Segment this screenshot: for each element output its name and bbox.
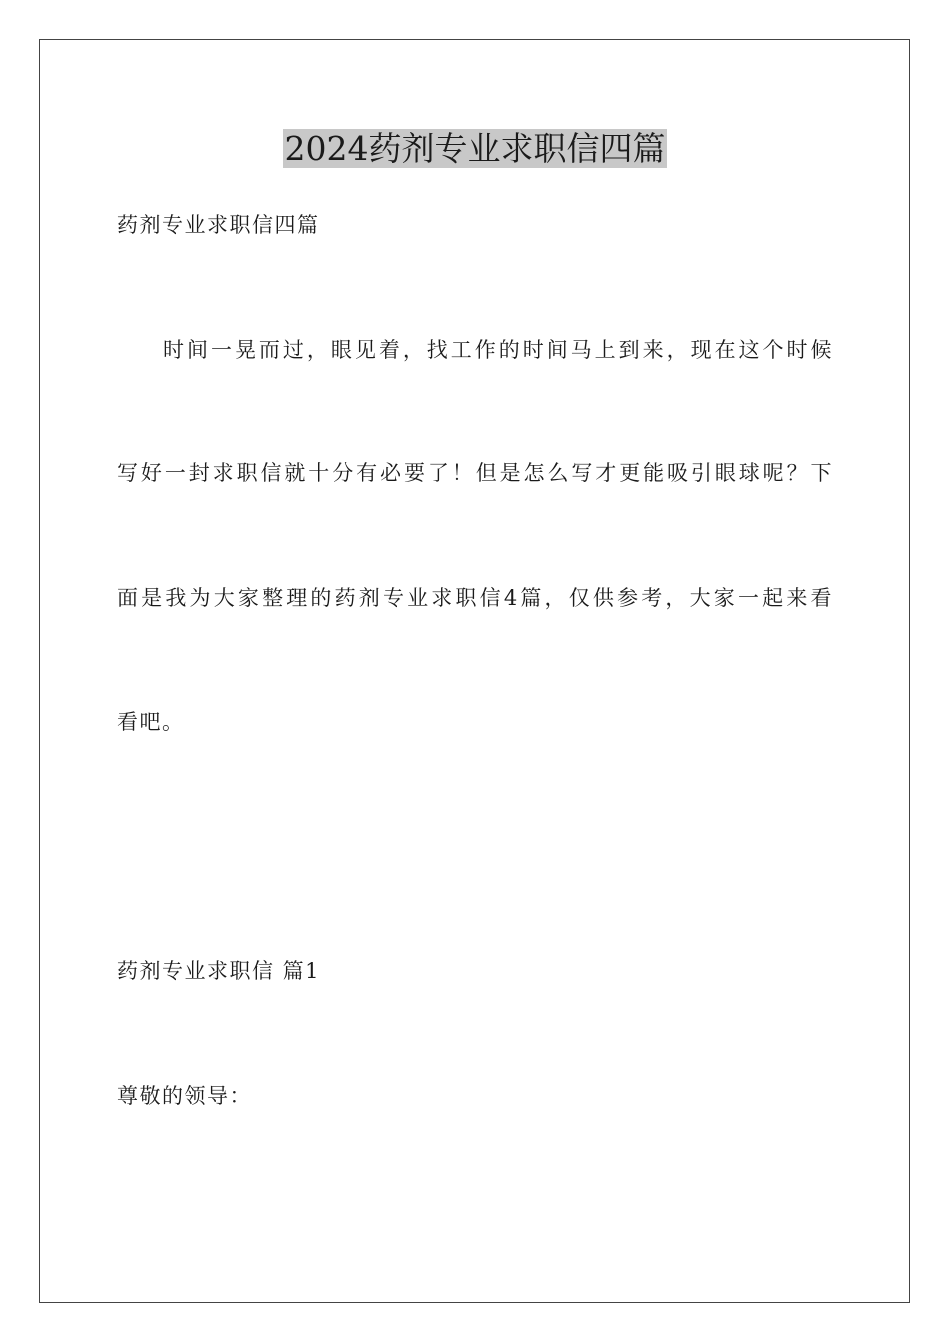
document-title-text: 2024药剂专业求职信四篇 — [284, 129, 666, 168]
intro-line-3: 面是我为大家整理的药剂专业求职信4篇，仅供参考，大家一起来看 — [117, 586, 833, 610]
document-subtitle: 药剂专业求职信四篇 — [117, 213, 320, 237]
section-heading: 药剂专业求职信 篇1 — [117, 959, 321, 983]
intro-line-2: 写好一封求职信就十分有必要了！但是怎么写才更能吸引眼球呢？下 — [117, 461, 833, 485]
salutation: 尊敬的领导： — [117, 1084, 252, 1108]
intro-line-4: 看吧。 — [117, 710, 185, 734]
intro-line-1: 时间一晃而过，眼见着，找工作的时间马上到来，现在这个时候 — [163, 338, 833, 362]
document-title — [0, 128, 950, 170]
